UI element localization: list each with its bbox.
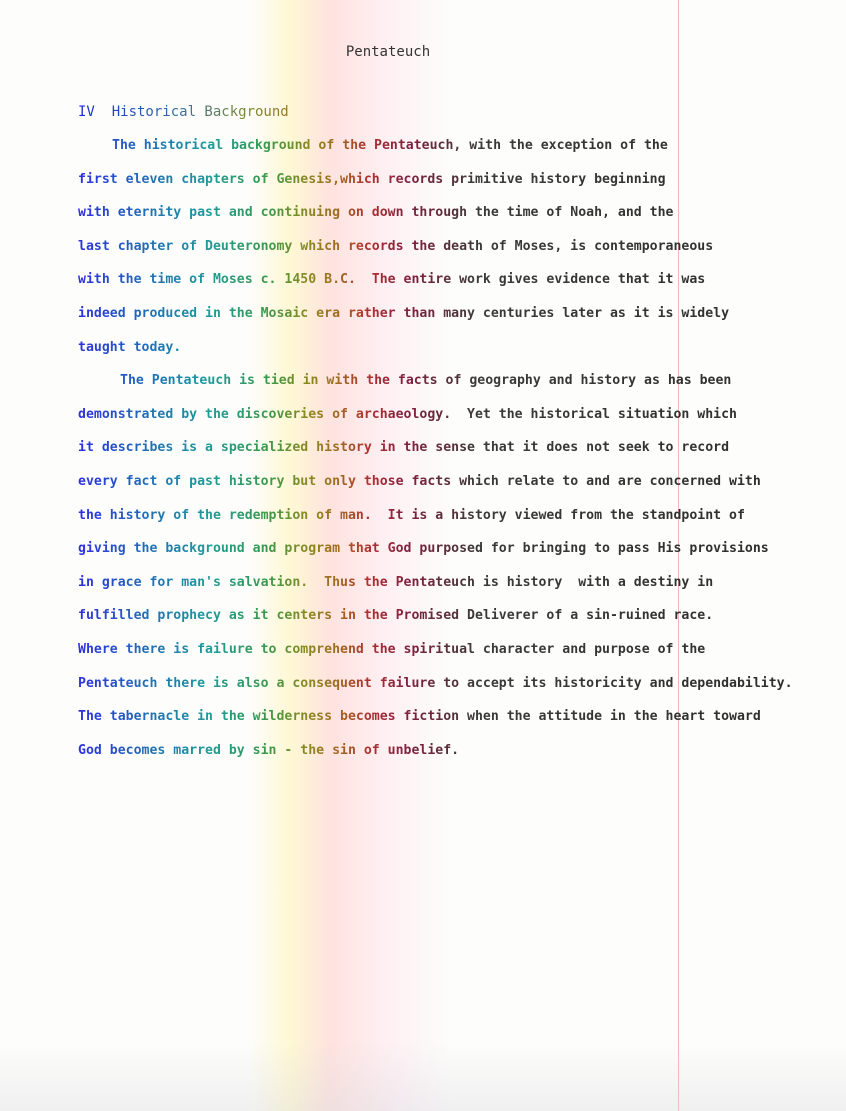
paragraph-1-line: first eleven chapters of Genesis,which records primitive history beginning	[78, 168, 846, 202]
paragraph-1-line: last chapter of Deuteronomy which records the death of Moses, is contemporaneous	[78, 235, 846, 269]
paragraph-2-line: Where there is failure to comprehend the spiritual character and purpose of the	[78, 638, 846, 672]
paragraph-2-line: demonstrated by the discoveries of archaeology. Yet the historical situation which	[78, 403, 846, 437]
paper-fold	[0, 1040, 846, 1111]
paragraph-2-line: giving the background and program that God purposed for bringing to pass His provisions	[78, 537, 846, 571]
paragraph-2-line: every fact of past history but only those facts which relate to and are concerned with	[78, 470, 846, 504]
paragraph-1-line: The historical background of the Pentateuch, with the exception of the	[78, 134, 846, 168]
paragraph-2-line: The Pentateuch is tied in with the facts of geography and history as has been	[78, 369, 846, 403]
section-heading: IV Historical Background	[78, 104, 289, 120]
paragraph-1-line: with the time of Moses c. 1450 B.C. The entire work gives evidence that it was	[78, 268, 846, 302]
paragraph-2-line: fulfilled prophecy as it centers in the Promised Deliverer of a sin-ruined race.	[78, 604, 846, 638]
paragraph-2-line: it describes is a specialized history in the sense that it does not seek to record	[78, 436, 846, 470]
paragraph-2-line: Pentateuch there is also a consequent failure to accept its historicity and dependability.	[78, 672, 846, 706]
paragraph-1-line: taught today.	[78, 336, 846, 370]
paragraph-1-line: with eternity past and continuing on down through the time of Noah, and the	[78, 201, 846, 235]
page-title: Pentateuch	[345, 44, 431, 60]
paragraph-2-line: God becomes marred by sin - the sin of unbelief.	[78, 739, 846, 773]
paragraph-2-line: the history of the redemption of man. It is a history viewed from the standpoint of	[78, 504, 846, 538]
document-body	[78, 134, 846, 772]
paragraph-1-line: indeed produced in the Mosaic era rather than many centuries later as it is widely	[78, 302, 846, 336]
paragraph-2-line: The tabernacle in the wilderness becomes fiction when the attitude in the heart toward	[78, 705, 846, 739]
paragraph-2-line: in grace for man's salvation. Thus the Pentateuch is history with a destiny in	[78, 571, 846, 605]
